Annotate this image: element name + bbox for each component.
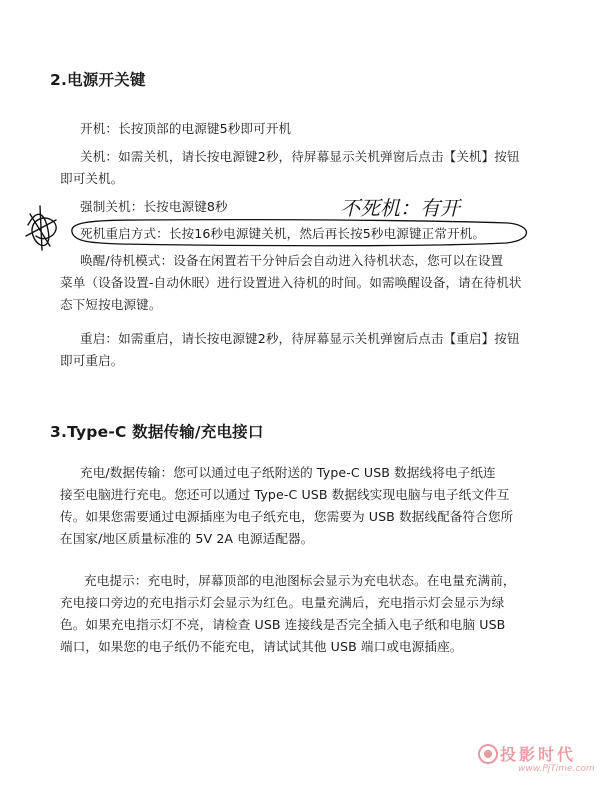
paragraph-line: 充电提示：充电时，屏幕顶部的电池图标会显示为充电状态。在电量充满前， — [84, 573, 516, 588]
paragraph-line: 开机：长按顶部的电源键5秒即可开机 — [80, 121, 292, 136]
paragraph-line: 在国家/地区质量标准的 5V 2A 电源适配器。 — [60, 531, 314, 546]
paragraph-line: 强制关机：长按电源键8秒 — [80, 199, 228, 214]
paragraph-line: 即可重启。 — [60, 353, 124, 368]
paragraph-line: 重启：如需重启，请长按电源键2秒，待屏幕显示关机弹窗后点击【重启】按钮 — [80, 331, 520, 346]
watermark-text: 投影时代 — [500, 745, 577, 764]
handwritten-note-text: 不死机：有开 — [340, 196, 460, 220]
paragraph-line: 菜单（设备设置-自动休眠）进行设置进入待机的时间。如需唤醒设备，请在待机状 — [60, 275, 522, 290]
paragraph-line: 传。如果您需要通过电源插座为电子纸充电，您需要为 USB 数据线配备符合您所 — [60, 509, 514, 524]
scribble-star-icon — [26, 206, 56, 250]
paragraph-line: 即可关机。 — [60, 171, 124, 186]
section-3-heading: 3.Type-C 数据传输/充电接口 — [50, 423, 264, 441]
section-2-heading: 2.电源开关键 — [50, 71, 146, 89]
paragraph-line: 端口，如果您的电子纸仍不能充电，请试试其他 USB 端口或电源插座。 — [60, 639, 463, 654]
watermark-logo — [476, 742, 595, 782]
paragraph-line: 充电/数据传输：您可以通过电子纸附送的 Type-C USB 数据线将电子纸连 — [80, 465, 496, 480]
paragraph-line: 色。如果充电指示灯不亮，请检查 USB 连接线是否完全插入电子纸和电脑 USB — [60, 617, 506, 632]
watermark-icon — [476, 742, 500, 766]
paragraph-line: 唤醒/待机模式：设备在闲置若干分钟后会自动进入待机状态，您可以在设置 — [80, 253, 504, 268]
paragraph-line: 接至电脑进行充电。您还可以通过 Type-C USB 数据线实现电脑与电子纸文件互 — [60, 487, 510, 502]
paragraph-line: 关机：如需关机，请长按电源键2秒，待屏幕显示关机弹窗后点击【关机】按钮 — [80, 149, 520, 164]
paragraph-line: 充电接口旁边的充电指示灯会显示为红色。电量充满后，充电指示灯会显示为绿 — [60, 595, 505, 610]
watermark-url: www.PjTime.com — [518, 764, 595, 774]
paragraph-line: 死机重启方式：长按16秒电源键关机，然后再长按5秒电源键正常开机。 — [80, 226, 486, 241]
paragraph-line: 态下短按电源键。 — [60, 297, 162, 312]
